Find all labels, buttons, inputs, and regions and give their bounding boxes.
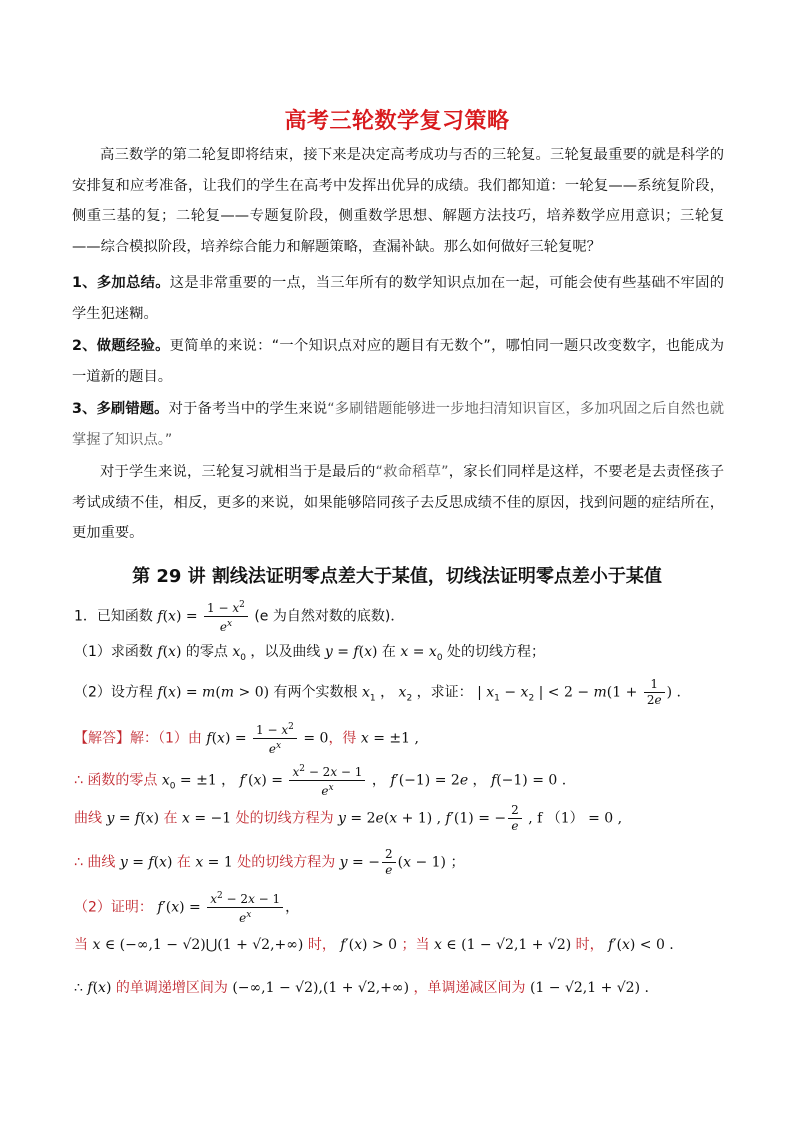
- answer-line-3: 曲线 y = f(x) 在 x = −1 处的切线方程为 y = 2e(x + 1) , f′(1) = − $\frac{2}{e}$ , f （1） = 0 ,: [74, 803, 623, 833]
- sub-question-2: （2）设方程 f(x) = m(m > 0) 有两个实数根 $x_1$ ， $x_2$ ，求证： | $x_1 - x_2$ | < 2 − m(1 + $\frac{1}{2e}$ ) .: [74, 677, 681, 707]
- text: 当: [74, 937, 88, 953]
- sub-question-1: （1）求函数 f(x) 的零点 $x_0$ ，以及曲线 y = f(x) 在 $x = x_0$ 处的切线方程；: [74, 644, 545, 663]
- text: 时，: [575, 937, 604, 953]
- text: （1）求函数: [74, 644, 153, 660]
- fraction: $\frac{1 - x^2}{e^x}$: [204, 598, 248, 635]
- text: ，以及曲线: [250, 644, 321, 660]
- tip-1-heading: 1、多加总结。: [72, 275, 170, 291]
- text: （2）证明：: [74, 899, 153, 916]
- text: 的单调递增区间为: [115, 980, 228, 996]
- text: 的零点: [185, 644, 228, 660]
- intro-paragraph: 高三数学的第二轮复即将结束，接下来是决定高考成功与否的三轮复。三轮复最重要的就是科学的安排复和应考准备，让我们的学生在高考中发挥出优异的成绩。我们都知道：一轮复——系统复阶段，侧重三基的复；二轮复——专题复阶段，侧重数学思想、解题方法技巧，培养数学应用意识；三轮复——综合模拟阶段，培养综合能力和解题策略，查漏补缺。那么如何做好三轮复呢？: [72, 147, 724, 255]
- tip-2-heading: 2、做题经验。: [72, 338, 170, 354]
- text: ∴: [74, 980, 83, 996]
- text: ∴ 函数的零点: [74, 772, 158, 789]
- text: 有两个实数根: [273, 684, 358, 701]
- text: 解：（1）由: [130, 730, 202, 747]
- text: 处的切线方程为: [235, 810, 334, 827]
- text: 在: [176, 854, 191, 871]
- text: 曲线: [74, 810, 102, 827]
- closing-paragraph: [72, 457, 724, 549]
- tip-2: [72, 331, 724, 392]
- problem-prefix: 1．已知函数: [74, 608, 153, 625]
- answer-line-1: 【解答】解：（1）由 f(x) = $\frac{1 - x^2}{e^x}$ = 0，得 x = ±1 ,: [74, 722, 419, 756]
- tip-3-body: 对于备考当中的学生来说: [168, 401, 328, 417]
- tip-3: [72, 394, 724, 455]
- text: ∴ 曲线: [74, 854, 116, 871]
- text: 在: [381, 644, 396, 660]
- answer-line-4: ∴ 曲线 y = f(x) 在 x = 1 处的切线方程为 y = − $\frac{2}{e}$ (x − 1) ；: [74, 847, 465, 877]
- tip-3-heading: 3、多刷错题。: [72, 401, 169, 417]
- closing-text-1: 对于学生来说，三轮复习就相当于是最后的: [100, 464, 376, 480]
- answer-line-6: 当 x ∈ (−∞,1 − √2)⋃(1 + √2,+∞) 时， f′(x) > 0 ；当 x ∈ (1 − √2,1 + √2) 时， f′(x) < 0 .: [74, 937, 674, 953]
- answer-tag: 【解答】: [74, 730, 130, 747]
- text: ，单调递减区间为: [413, 980, 526, 996]
- tip-2-body: 更简单的来说：“一个知识点对应的题目有无数个”，哪怕同一题只改变数字，也能成为一道新的题目。: [72, 338, 724, 385]
- lecture-heading: 第 29 讲 割线法证明零点差大于某值，切线法证明零点差小于某值: [132, 566, 662, 587]
- closing-quote: “救命稻草”: [375, 464, 449, 480]
- text: 在: [163, 810, 178, 827]
- text: 时，: [307, 937, 336, 953]
- text: ；当: [401, 937, 430, 953]
- page-title: 高考三轮数学复习策略: [284, 109, 510, 134]
- answer-line-7: ∴ f(x) 的单调递增区间为 (−∞,1 − √2),(1 + √2,+∞) ，单调递减区间为 (1 − √2,1 + √2) .: [74, 980, 649, 996]
- text: ，求证：: [416, 684, 473, 701]
- problem-statement: 1．已知函数 f(x) = $\frac{1 - x^2}{e^x}$ (e 为自然对数的底数)．: [74, 600, 405, 634]
- text: （2）设方程: [74, 684, 153, 701]
- closing-text-2: ，家长们同样是这样，不要老是去责怪孩子考试成绩不佳，相反，更多的来说，如果能够陪同孩子去反思成绩不佳的原因，找到问题的症结所在，更加重要。: [72, 464, 724, 541]
- problem-note: (e 为自然对数的底数)．: [254, 608, 405, 625]
- text: 处的切线方程为: [237, 854, 336, 871]
- answer-line-2: ∴ 函数的零点 $x_0 = \pm 1$ ， f′(x) = $\frac{x^2 - 2x - 1}{e^x}$ ， f′(−1) = 2e ， f(−1) = 0 .: [74, 764, 567, 798]
- tip-1-body: 这是非常重要的一点，当三年所有的数学知识点加在一起，可能会使有些基础不牢固的学生犯迷糊。: [72, 275, 724, 322]
- text: f （1） = 0 ,: [537, 810, 623, 827]
- text: ，得: [328, 730, 357, 747]
- tip-1: [72, 268, 724, 329]
- answer-line-5: （2）证明： f′(x) = $\frac{x^2 - 2x - 1}{e^x}$ ，: [74, 891, 300, 925]
- tip-3-quote: “多刷错题能够进一步地扫清知识盲区，多加巩固之后自然也就掌握了知识点。”: [72, 401, 725, 448]
- text: 处的切线方程；: [447, 644, 545, 660]
